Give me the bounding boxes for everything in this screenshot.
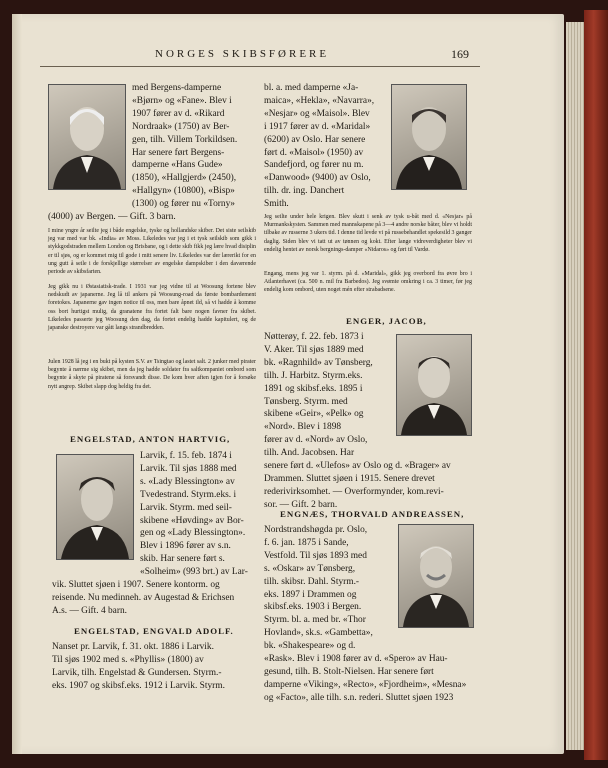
- memoir-paragraph-3: Julen 1928 lå jeg i en bukt på kysten S.V. av Tsingtao og lastet salt. 2 junker med pirater begynte å nærme sig skibet, men da jeg hadde soldater fra saltkompaniet ombord som begynte å skyte på piratene så forsvandt disse. De kom hver aften igjen for å forsøke nytt angrep. Skibet slapp dog heldig fra det.: [48, 359, 256, 390]
- portrait-photo-4: [396, 334, 472, 436]
- entry-enger-beside-photo: Nøtterøy, f. 22. feb. 1873 i V. Aker. Til sjøs 1889 med bk. «Ragnhild» av Tønsberg, tilh. J. Harbitz. Styrm.eks. 1891 og skibsf.eks. 1895 i Tønsberg. Styrm. med skibene «Geir», «Pelk» og «Nord». Blev i 1898 fører av d. «Nord» av Oslo, tilh. And. Jacobsen. Har: [264, 332, 373, 459]
- memoir-paragraph-2: Jeg gikk nu i Østasiatisk-trade. I 1931 var jeg vidne til at Woosung fortene blev nedskudt av japanerne. Jeg lå til ankers på Woosung-road da første bombardement foretokes. Japanerne gav ingen notice til oss, men bare åpnet ild, så vi hadde å komme oss bort hurtigst mulig, da granatene fra fortet falt bare nogen favner fra skibet. Likeledes passerte jeg Woosung den dag, da fortet endelig hadde kapitulert, og de japanske destroyere var gått langs strandbredden.: [48, 284, 256, 332]
- entry-engelstad-anton-full-width: vik. Sluttet sjøen i 1907. Senere kontorm. og reisende. Nu medinneh. av Augestad & Erichsen A.s. — Gift. 4 barn.: [52, 580, 235, 616]
- entry-engelstad-anton-beside-photo: Larvik, f. 15. feb. 1874 i Larvik. Til sjøs 1888 med s. «Lady Blessington» av Tvedestrand. Styrm.eks. i Larvik. Styrm. med seil- skibene «Høvding» av Bor- gen og «Lady Blessington». Blev i 1896 fører av s.n. skib. Har senere ført s. «Solheim» (993 brt.) av Lar-: [140, 451, 248, 578]
- entry-engnaes-beside-photo: Nordstrandshøgda pr. Oslo, f. 6. jan. 1875 i Sande, Vestfold. Til sjøs 1893 med s. «Oskar» av Tønsberg, tilh. skibsr. Dahl. Styrm.- eks. 1897 i Drammen og skibsf.eks. 1903 i Bergen. Styrm. bl. a. med br. «Thor Hovland», sk.s. «Gambetta», bk. «Shakespeare» og d.: [264, 525, 373, 652]
- portrait-photo-1: [48, 84, 126, 190]
- portrait-photo-2: [391, 84, 467, 190]
- entry-engelstad-engvald-text: Nanset pr. Larvik, f. 31. okt. 1886 i Larvik. Til sjøs 1902 med s. «Phyllis» (1800) av Larvik, tilh. Engelstad & Gundersen. Styrm.- eks. 1907 og skibsf.eks. 1912 i Larvik. Styrm.: [52, 642, 225, 691]
- entry-enger-full-width: senere ført d. «Ulefos» av Oslo og d. «Brager» av Drammen. Sluttet sjøen i 1915. Senere drevet rederivirksomhet. — Overformynder, kom.revi- sor. — Gift. 2 barn.: [264, 461, 451, 510]
- entry-name-engelstad-engvald: ENGELSTAD, ENGVALD ADOLF.: [74, 626, 234, 636]
- book-binding: [584, 10, 608, 760]
- page-edges: [566, 22, 584, 750]
- portrait-photo-3: [56, 454, 134, 560]
- page-gutter: [12, 14, 22, 754]
- entry-right-continued: bl. a. med damperne «Ja- maica», «Hekla», «Navarra», «Nesjar» og «Maisol». Blev i 1917 fører av d. «Maridal» (6200) av Oslo. Har senere ført d. «Maisol» (1950) av Sandefjord, og fører nu m. «Danwood» (9400) av Oslo, tilh. dr. ing. Danchert Smith.: [264, 83, 375, 210]
- running-title: NORGES SKIBSFØRERE: [155, 48, 330, 60]
- entry-name-engelstad-anton: ENGELSTAD, ANTON HARTVIG,: [70, 434, 231, 444]
- memoir-right-b: Engang, mens jeg var 1. styrm. på d. «Maridal», gikk jeg overbord fra øvre bro i Atlanterhavet (ca. 500 n. mil fra Barbedos). Jeg svømte omkring i ca. 3 timer, før jeg endelig kom ombord, uten noget mén efter strabadsene.: [264, 271, 472, 294]
- entry-name-enger-jacob: ENGER, JACOB,: [346, 316, 427, 326]
- entry-1-continued: med Bergens-damperne «Bjørn» og «Fane». Blev i 1907 fører av d. «Rikard Nordraak» (1750) av Ber- gen, tilh. Villem Torkildsen. Har senere ført Bergens- damperne «Hans Gude» (1850), «Hallgjerd» (2450), «Hallgyn» (10800), «Bisp» (1300) og fører nu «Torny»: [132, 83, 238, 210]
- memoir-paragraph-1: I mine yngre år seilte jeg i både engelske, tyske og hollandske skiber. Det siste seilskib jeg var med var bk. «India» av Moss. Likeledes var jeg i et tysk seilskib som gikk i stykkgodstraden mellem London og Brisbane, og i dette skib fikk jeg lære hvad disiplin er til sjøs, og er kommet mig til gode i mitt senere liv. Likeledes var der lærerikt for en ung gutt å seile i de forskjellige størrelser av engelske dampskiber i den daværende periode av skibsfarten.: [48, 228, 256, 276]
- entry-1-last-line: (4000) av Bergen. — Gift. 3 barn.: [48, 212, 176, 222]
- page-number: 169: [451, 47, 469, 61]
- header-rule: [40, 66, 480, 67]
- entry-name-engnaes-thorvald: ENGNÆS, THORVALD ANDREASSEN,: [280, 509, 465, 519]
- entry-engnaes-full-width: «Rask». Blev i 1908 fører av d. «Spero» av Hau- gesund, tilh. B. Stolt-Nielsen. Har senere ført damperne «Viking», «Recto», «Fjordheim», «Mesna» og «Facto», alle tilh. s.n. rederi. Sluttet sjøen 1923: [264, 654, 467, 703]
- portrait-photo-5: [398, 524, 474, 628]
- memoir-right-a: Jeg seilte under hele krigen. Blev skutt i senk av tysk u-båt med d. «Nesjar» på Murmankskysten. Sammen med mannskapene på 3—4 andre norske båter, blev vi holdt tilbake av russerne 3 ukers tid. I denne tid levde vi på russebehandlet spekesild 3 ganger daglig. Siden blev vi tatt ut av tønnen og kokt. Efter lange vidreverdigheter blev vi endelig hentet av norsk bergnings-damper «Nidaros» og ført til Vardø.: [264, 214, 472, 253]
